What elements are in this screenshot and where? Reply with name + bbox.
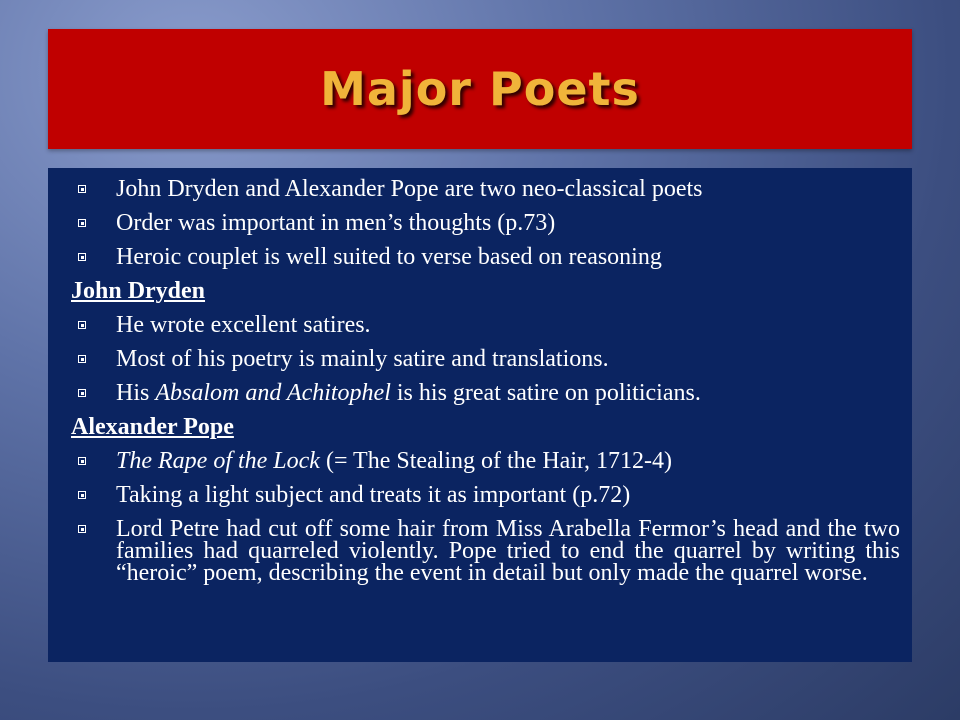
bullet-text: Order was important in men’s thoughts (p.73) (116, 210, 556, 236)
bullet-item (73, 478, 900, 512)
slide-title: Major Poets (320, 62, 640, 116)
bullet-text: Lord Petre had cut off some hair from Miss Arabella Fermor’s head and the two families had quarreled violently. Pope tried to end the quarrel by writing this “heroic” poem, describing the event in detail but only made the quarrel worse. (116, 516, 900, 586)
work-title: The Rape of the Lock (116, 448, 320, 474)
bullet-text: Taking a light subject and treats it as important (p.72) (116, 482, 631, 508)
bullet-text (116, 376, 900, 410)
bullet-text (116, 444, 900, 478)
square-bullet-icon (73, 240, 91, 274)
bullet-item (73, 172, 900, 206)
bullet-item (73, 376, 900, 410)
section-heading-pope: Alexander Pope (71, 414, 234, 440)
square-bullet-icon (73, 376, 91, 410)
square-bullet-icon (73, 512, 91, 546)
bullet-item (73, 206, 900, 240)
bullet-item (73, 342, 900, 376)
bullet-item (73, 512, 900, 584)
content-panel (48, 168, 912, 662)
square-bullet-icon (73, 342, 91, 376)
bullet-text: John Dryden and Alexander Pope are two neo-classical poets (116, 176, 703, 202)
text-run: (= The Stealing of the Hair, 1712-4) (319, 448, 672, 474)
text-run: His (116, 380, 156, 406)
bullet-text: He wrote excellent satires. (116, 312, 371, 338)
square-bullet-icon (73, 308, 91, 342)
title-bar (48, 29, 912, 149)
bullet-item (73, 240, 900, 274)
work-title: Absalom and Achitophel (155, 380, 391, 406)
square-bullet-icon (73, 206, 91, 240)
bullet-item (73, 308, 900, 342)
bullet-text: Heroic couplet is well suited to verse based on reasoning (116, 244, 662, 270)
text-run: is his great satire on politicians. (390, 380, 701, 406)
square-bullet-icon (73, 478, 91, 512)
square-bullet-icon (73, 172, 91, 206)
bullet-text: Most of his poetry is mainly satire and translations. (116, 346, 609, 372)
bullet-item (73, 444, 900, 478)
square-bullet-icon (73, 444, 91, 478)
section-heading-dryden: John Dryden (71, 278, 206, 304)
